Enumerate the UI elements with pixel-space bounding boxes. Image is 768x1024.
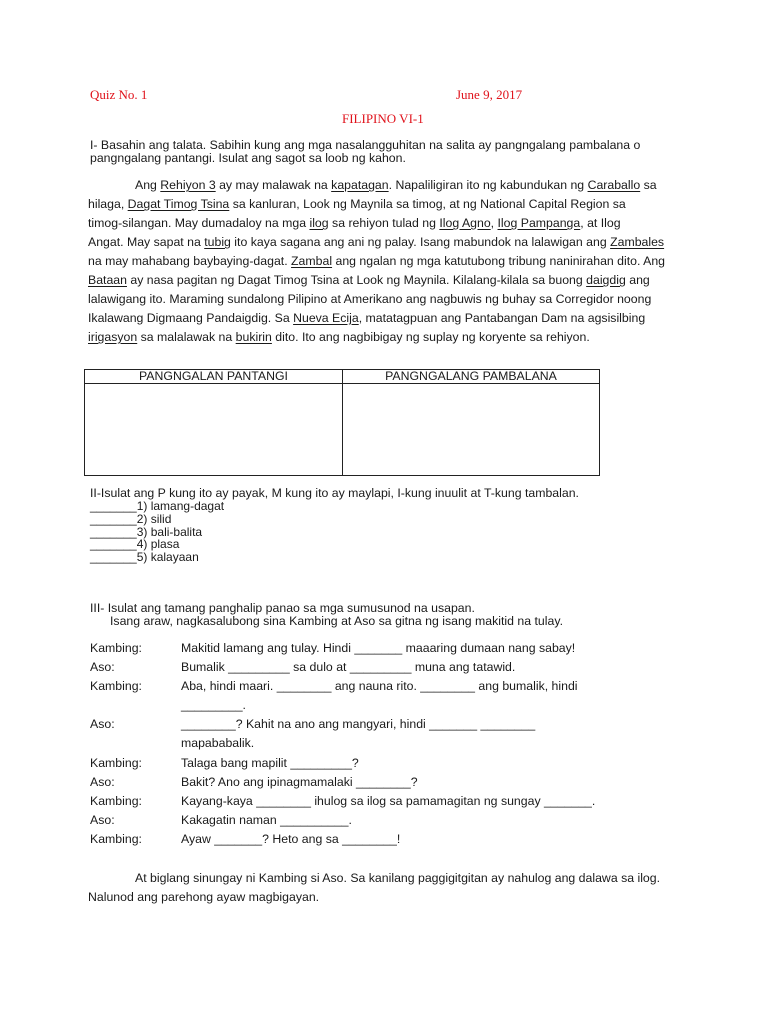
speaker-label: Kambing: xyxy=(90,794,142,808)
answer-table xyxy=(84,369,600,476)
list-item: _______5) kalayaan xyxy=(90,550,199,565)
dialogue-line: _________. xyxy=(181,698,246,712)
paragraph-line-4: Angat. May sapat na tubig ito kaya sagana ang ani ng palay. Isang mabundok na lalawigan ang Zambales xyxy=(88,235,665,249)
closing-line-1: At biglang sinungay ni Kambing si Aso. Sa kanilang paggigitgitan ay nahulog ang dalawa sa ilog. xyxy=(135,871,661,885)
speaker-label: Kambing: xyxy=(90,679,142,693)
section2-instruction: II-Isulat ang P kung ito ay payak, M kung ito ay maylapi, I-kung inuulit at T-kung tambalan. xyxy=(90,486,579,500)
section1-instruction-line2: pangngalang pantangi. Isulat ang sagot sa loob ng kahon. xyxy=(90,151,406,165)
section3-intro: Isang araw, nagkasalubong sina Kambing at Aso sa gitna ng isang makitid na tulay. xyxy=(110,614,563,628)
dialogue-line: mapababalik. xyxy=(181,736,255,750)
quiz-date: June 9, 2017 xyxy=(456,87,523,102)
speaker-label: Aso: xyxy=(90,775,115,789)
section2-items xyxy=(90,500,224,564)
closing-line-2: Nalunod ang parehong ayaw magbigayan. xyxy=(88,890,320,904)
underlined-word: ilog xyxy=(309,216,329,230)
underlined-word: bukirin xyxy=(235,330,272,344)
answer-cell-pambalana[interactable] xyxy=(343,384,600,476)
dialogue-line: Makitid lamang ang tulay. Hindi _______ maaaring dumaan nang sabay! xyxy=(181,641,576,655)
underlined-word: daigdig xyxy=(586,273,626,287)
paragraph-line-6: Bataan ay nasa pagitan ng Dagat Timog Tsina at Look ng Maynila. Kilalang-kilala sa buong daigdig ang xyxy=(88,273,650,287)
speaker-label: Kambing: xyxy=(90,641,142,655)
dialogue-line: Bakit? Ano ang ipinagmamalaki ________? xyxy=(181,775,418,789)
underlined-word: Ilog Agno xyxy=(439,216,491,230)
underlined-word: irigasyon xyxy=(88,330,138,344)
dialogue-line: Ayaw _______? Heto ang sa ________! xyxy=(181,832,401,846)
dialogue-line: Kayang-kaya ________ ihulog sa ilog sa pamamagitan ng sungay _______. xyxy=(181,794,596,808)
quiz-number: Quiz No. 1 xyxy=(90,87,148,102)
dialogue-line: Aba, hindi maari. ________ ang nauna rito. ________ ang bumalik, hindi xyxy=(181,679,578,693)
header-pambalana: PANGNGALANG PAMBALANA xyxy=(343,370,600,384)
underlined-word: tubig xyxy=(204,235,231,249)
underlined-word: Zambal xyxy=(291,254,333,268)
paragraph-line-8: Ikalawang Digmaang Pandaigdig. Sa Nueva Ecija, matatagpuan ang Pantabangan Dam na agsisilbing xyxy=(88,311,646,325)
speaker-label: Kambing: xyxy=(90,832,142,846)
paragraph-line-2: hilaga, Dagat Timog Tsina sa kanluran, Look ng Maynila sa timog, at ng National Capital Region sa xyxy=(88,197,626,211)
speaker-label: Kambing: xyxy=(90,756,142,770)
paragraph-line-7: lalawigang ito. Maraming sundalong Pilipino at Amerikano ang nagbuwis ng buhay sa Corregidor noong xyxy=(88,292,652,306)
list-item: _______4) plasa xyxy=(90,537,180,552)
paragraph-line-9: irigasyon sa malalawak na bukirin dito. Ito ang nagbibigay ng suplay ng koryente sa rehiyon. xyxy=(88,330,590,344)
dialogue-line: Bumalik _________ sa dulo at _________ muna ang tatawid. xyxy=(181,660,516,674)
section3-instruction: III- Isulat ang tamang panghalip panao sa mga sumusunod na usapan. xyxy=(90,601,475,615)
underlined-word: Rehiyon 3 xyxy=(160,178,216,192)
list-item: _______3) bali-balita xyxy=(90,524,203,539)
underlined-word: Dagat Timog Tsina xyxy=(127,197,230,211)
speaker-label: Aso: xyxy=(90,813,115,827)
dialogue-line: Talaga bang mapilit _________? xyxy=(181,756,359,770)
underlined-word: Zambales xyxy=(610,235,665,249)
underlined-word: Bataan xyxy=(88,273,127,287)
underlined-word: kapatagan xyxy=(331,178,389,192)
underlined-word: Nueva Ecija xyxy=(293,311,359,325)
header-pantangi: PANGNGALAN PANTANGI xyxy=(85,370,343,384)
paragraph-line-1: Ang Rehiyon 3 ay may malawak na kapatagan. Napaliligiran ito ng kabundukan ng Caraballo sa xyxy=(135,178,657,192)
answer-cell-pantangi[interactable] xyxy=(85,384,343,476)
paragraph-line-5: na may mahabang baybaying-dagat. Zambal ang ngalan ng mga katutubong tribung naninirahan dito. Ang xyxy=(88,254,666,268)
speaker-label: Aso: xyxy=(90,660,115,674)
list-item: _______2) silid xyxy=(90,511,172,526)
speaker-label: Aso: xyxy=(90,717,115,731)
list-item: _______1) lamang-dagat xyxy=(90,499,225,513)
underlined-word: Caraballo xyxy=(587,178,641,192)
paragraph-line-3: timog-silangan. May dumadaloy na mga ilog sa rehiyon tulad ng Ilog Agno, Ilog Pampanga, at Ilog xyxy=(88,216,621,230)
subject-title: FILIPINO VI-1 xyxy=(342,111,424,126)
section1-instruction-line1: I- Basahin ang talata. Sabihin kung ang mga nasalangguhitan na salita ay pangngalang pambalana o xyxy=(90,138,641,152)
underlined-word: Ilog Pampanga xyxy=(497,216,581,230)
dialogue-line: Kakagatin naman __________. xyxy=(181,813,352,827)
dialogue-line: ________? Kahit na ano ang mangyari, hindi _______ ________ xyxy=(181,717,536,731)
